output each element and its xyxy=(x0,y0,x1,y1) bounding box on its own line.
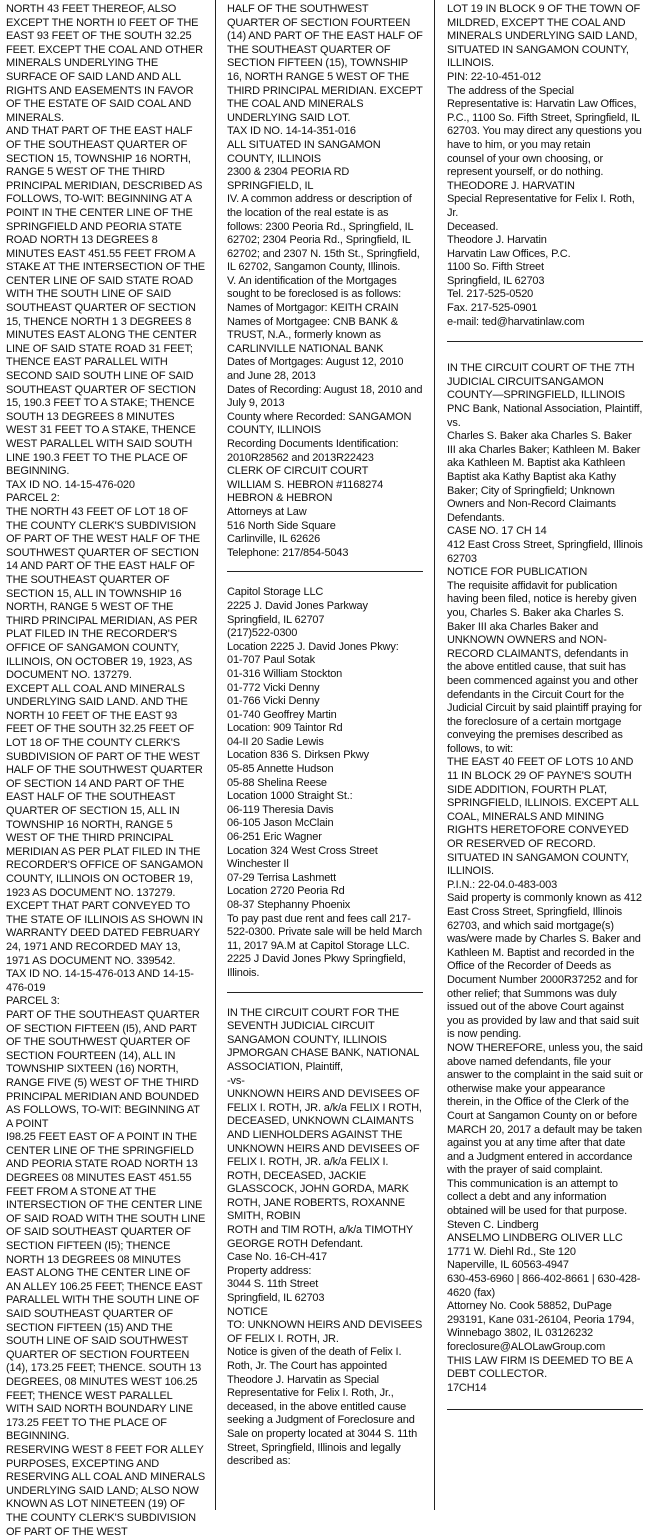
column-2 xyxy=(227,3,423,1469)
notice-line: Location: 909 Taintor Rd xyxy=(227,722,343,735)
notice-separator xyxy=(447,1409,643,1410)
column-3 xyxy=(447,3,643,1410)
paragraph: THE NORTH 43 FEET OF LOT 18 OF THE COUNTY CLERK'S SUBDIVISION OF PART OF THE WEST HALF OF THE SOUTHWEST QUARTER OF SECTION 14 AND PART OF THE EAST HALF OF THE SOUTHEAST QUARTER OF SECTION 15, ALL IN TOWNSHIP 16 NORTH, RANGE 5 WEST OF THE THIRD PRINCIPAL MERIDIAN, AS PER PLAT FILED IN THE RECORDER'S OFFICE OF SANGAMON COUNTY, ILLINOIS, ON OCTOBER 19, 1923, AS DOCUMENT NO. 137279. xyxy=(6,505,200,682)
notice-line: 06-251 Eric Wagner xyxy=(227,831,322,844)
notice-line: Location 1000 Straight St.: xyxy=(227,790,353,803)
notice-line: ALL SITUATED IN SANGAMON COUNTY, ILLINOIS xyxy=(227,138,381,165)
notice-line: JPMORGAN CHASE BANK, NATIONAL ASSOCIATION, Plaintiff, xyxy=(227,1047,419,1073)
notice-line: Capitol Storage LLC xyxy=(227,586,324,599)
notice-line: Springfield, IL 62703 xyxy=(227,1292,325,1305)
notice-line: Springfield, IL 62707 xyxy=(227,613,325,626)
notice-line: (217)522-0300 xyxy=(227,627,298,640)
notice-line: Notice is given of the death of Felix I. Roth, Jr. The Court has appointed Theodore J. Harvatin as Special Representative for Felix I. Roth, Jr., deceased, in the above entitled cause seeking a Judgment of Foreclosure and Sale on property located at 3044 S. 11th Street, Springfield, Illinois and legally described as: xyxy=(227,1346,418,1468)
notice-line: Telephone: 217/854-5043 xyxy=(227,546,349,559)
notice-line: 01-772 Vicki Denny xyxy=(227,681,320,694)
notice-line: Naperville, IL 60563-4947 xyxy=(447,1259,569,1272)
notice-line: IN THE CIRCUIT COURT OF THE 7TH JUDICIAL CIRCUITSANGAMON COUNTY—SPRINGFIELD, ILLINOIS xyxy=(447,362,635,402)
notice-line: CLERK OF CIRCUIT COURT xyxy=(227,465,369,478)
notice-line: To pay past due rent and fees call 217-522-0300. Private sale will be held March 11, 2017 9A.M at Capitol Storage LLC. 2225 J David Jones Pkwy Springfield, Illinois. xyxy=(227,912,423,979)
notice-line: Charles S. Baker aka Charles S. Baker III aka Charles Baker; Kathleen M. Baker aka Kathleen M. Baptist aka Kathleen Baptist aka Kathy Baptist aka Kathy Baker; City of Springfield; Unknown Owners and Non-Record Claimants Defendants. xyxy=(447,430,641,524)
notice-line: V. An identification of the Mortgages sought to be foreclosed is as follows: xyxy=(227,274,402,301)
notice-line: 01-740 Geoffrey Martin xyxy=(227,708,337,721)
column-divider-right xyxy=(434,0,435,1510)
notice-line: PIN: 22-10-451-012 xyxy=(447,70,541,83)
notice-line: 01-707 Paul Sotak xyxy=(227,654,315,667)
notice-line: TO: UNKNOWN HEIRS AND DEVISEES OF FELIX I. ROTH, JR. xyxy=(227,1319,423,1345)
notice-line: 1100 So. Fifth Street xyxy=(447,261,544,274)
notice-line: Springfield, IL 62703 xyxy=(447,274,545,287)
notice-line: HEBRON & HEBRON xyxy=(227,492,333,505)
notice-line: Attorneys at Law xyxy=(227,505,307,518)
column-divider-left xyxy=(215,0,216,1510)
notice-line: 17CH14 xyxy=(447,1381,487,1394)
notice-line: Dates of Mortgages: August 12, 2010 and June 28, 2013 xyxy=(227,356,404,383)
parcel-heading: PARCEL 3: xyxy=(6,995,60,1008)
notice-line: UNKNOWN HEIRS AND DEVISEES OF FELIX I. ROTH, JR. a/k/a FELIX I ROTH, DECEASED, UNKNOWN CLAIMANTS AND LIENHOLDERS AGAINST THE UNKNOWN HEIRS AND DEVISEES OF FELIX I. ROTH, JR. a/k/a FELIX I. ROTH, DECEASED, JACKIE GLASSCOCK, JOHN GORDA, MARK ROTH, JANE ROBERTS, ROXANNE SMITH, ROBIN xyxy=(227,1088,422,1223)
notice-line: 2225 J. David Jones Parkway xyxy=(227,599,368,612)
paragraph: WITH SAID NORTH BOUNDARY LINE 173.25 FEET TO THE PLACE OF BEGINNING. xyxy=(6,1403,193,1443)
notice-line: Names of Mortgagor: KEITH CRAIN xyxy=(227,302,399,315)
notice-line: 2300 & 2304 PEORIA RD SPRINGFIELD, IL xyxy=(227,166,350,192)
notice-line: This communication is an attempt to collect a debt and any information obtained will be used for that purpose. xyxy=(447,1177,628,1218)
notice-line: 06-119 Theresia Davis xyxy=(227,803,334,816)
notice-line: Names of Mortgagee: CNB BANK & TRUST, N.A., formerly known as CARLINVILLE NATIONAL BANK xyxy=(227,315,398,355)
notice-line: CASE NO. 17 CH 14 xyxy=(447,525,547,538)
parcel-heading: PARCEL 2: xyxy=(6,492,60,505)
notice-line: Deceased. xyxy=(447,220,499,233)
notice-line: 05-85 Annette Hudson xyxy=(227,763,334,776)
paragraph: AND THAT PART OF THE EAST HALF OF THE SOUTHEAST QUARTER OF SECTION 15, TOWNSHIP 16 NORTH, RANGE 5 WEST OF THE THIRD PRINCIPAL MERIDIAN, DESCRIBED AS FOLLOWS, TO-WIT: BEGINNING AT A POINT IN THE CENTER LINE OF THE SPRINGFIELD AND PEORIA STATE ROAD NORTH 13 DEGREES 8 MINUTES EAST 451.55 FEET FROM A STAKE AT THE INTERSECTION OF THE CENTER LINE OF SAID STATE ROAD WITH THE SOUTH LINE OF SAID SOUTHEAST QUARTER OF SECTION 15, THENCE NORTH 1 3 DEGREES 8 MINUTES EAST ALONG THE CENTER LINE OF SAID STATE ROAD 31 FEET; THENCE EAST PARALLEL WITH SECOND SAID SOUTH LINE OF SAID SOUTHEAST QUARTER OF SECTION 15, 190.3 FEET TO A STAKE; THENCE SOUTH 13 DEGREES 8 MINUTES WEST 31 FEET TO A STAKE, THENCE WEST PARALLEL WITH SAID SOUTH LINE 190.3 FEET TO THE PLACE OF BEGINNING. xyxy=(6,125,205,478)
notice-line: The address of the Special Representative is: Harvatin Law Offices, P.C., 1100 So. Fifth Street, Springfield, IL 62703. You may direct any questions you have to him, or you may retain xyxy=(447,84,642,151)
paragraph: NORTH 43 FEET THEREOF, ALSO EXCEPT THE NORTH I0 FEET OF THE EAST 93 FEET OF THE SOUTH 32.25 FEET. EXCEPT THE COAL AND OTHER MINERALS UNDERLYING THE SURFACE OF SAID LAND AND ALL RIGHTS AND EASEMENTS IN FAVOR OF THE ESTATE OF SAID COAL AND MINERALS. xyxy=(6,3,203,124)
email-line: foreclosure@ALOLawGroup.com xyxy=(447,1341,606,1353)
notice-line: Location 2225 J. David Jones Pkwy: xyxy=(227,640,399,653)
paragraph: EXCEPT THAT PART CONVEYED TO THE STATE OF ILLINOIS AS SHOWN IN WARRANTY DEED DATED FEBRUARY 24, 1971 AND RECORDED MAY 13, 1971 AS DOCUMENT NO. 339542. xyxy=(6,900,203,967)
foreclosure-notice-roth xyxy=(227,1007,423,1469)
notice-line: THE EAST 40 FEET OF LOTS 10 AND 11 IN BLOCK 29 OF PAYNE'S SOUTH SIDE ADDITION, FOURTH PLAT, SPRINGFIELD, ILLINOIS. EXCEPT ALL COAL, MINERALS AND MINING RIGHTS HERETOFORE CONVEYED OR RESERVED OF RECORD. SITUATED IN SANGAMON COUNTY, ILLINOIS. xyxy=(447,756,639,878)
notice-line: Tel. 217-525-0520 xyxy=(447,288,534,301)
legal-description-parcels xyxy=(6,3,206,1539)
notice-line: Said property is commonly known as 412 East Cross Street, Springfield, Illinois 62703, and which said mortgage(s) was/were made by Charles S. Baker and Kathleen M. Baptist and recorded in the Office of the Recorder of Deeds as Document Number 2000R37252 and for other relief; that Summons was duly issued out of the above Court against you as provided by law and that said suit is now pending. xyxy=(447,892,642,1041)
notice-line: counsel of your own choosing, or represent yourself, or do nothing. xyxy=(447,152,604,179)
notice-line: LOT 19 IN BLOCK 9 OF THE TOWN OF MILDRED, EXCEPT THE COAL AND MINERALS UNDERLYING SAID LAND, SITUATED IN SANGAMON COUNTY, ILLINOIS. xyxy=(447,3,641,70)
paragraph: PART OF THE SOUTHEAST QUARTER OF SECTION FIFTEEN (I5), AND PART OF THE SOUTHWEST QUARTER OF SECTION FOURTEEN (14), ALL IN TOWNSHIP SIXTEEN (16) NORTH, RANGE FIVE (5) WEST OF THE THIRD PRINCIPAL MERIDIAN AND BOUNDED AS FOLLOWS, TO-WIT: BEGINNING AT A POINT xyxy=(6,1008,200,1130)
notice-line: Carlinville, IL 62626 xyxy=(227,533,321,546)
notice-line: Location 324 West Cross Street Winchester Il xyxy=(227,844,378,871)
notice-line: PNC Bank, National Association, Plaintiff, xyxy=(447,403,643,416)
notice-line: WILLIAM S. HEBRON #1168274 xyxy=(227,478,384,491)
notice-line: ANSELMO LINDBERG OLIVER LLC xyxy=(447,1232,623,1245)
notice-line: Case No. 16-CH-417 xyxy=(227,1251,328,1264)
notice-line: IN THE CIRCUIT COURT FOR THE SEVENTH JUDICIAL CIRCUIT xyxy=(227,1006,400,1033)
notice-line: NOW THEREFORE, unless you, the said above named defendants, file your answer to the complaint in the said suit or otherwise make your appearance therein, in the Office of the Clerk of the Court at Sangamon County on or before MARCH 20, 2017 a default may be taken against you at any time after that date and a Judgment entered in accordance with the prayer of said complaint. xyxy=(447,1041,643,1177)
notice-line: Harvatin Law Offices, P.C. xyxy=(447,247,571,260)
foreclosure-notice-baker xyxy=(447,362,643,1395)
notice-line: NOTICE FOR PUBLICATION xyxy=(447,566,588,579)
notice-line: Property address: xyxy=(227,1264,312,1277)
notice-line: Steven C. Lindberg xyxy=(447,1218,539,1231)
notice-separator xyxy=(447,341,643,342)
notice-line: 07-29 Terrisa Lashmett xyxy=(227,871,336,884)
notice-line: ROTH and TIM ROTH, a/k/a TIMOTHY GEORGE ROTH Defendant. xyxy=(227,1224,413,1250)
notice-line: Recording Documents Identification: 2010R28562 and 2013R22423 xyxy=(227,438,399,464)
notice-line: THIS LAW FIRM IS DEEMED TO BE A DEBT COLLECTOR. xyxy=(447,1354,633,1381)
paragraph: RESERVING WEST 8 FEET FOR ALLEY PURPOSES, EXCEPTING AND RESERVING ALL COAL AND MINERALS UNDERLYING SAID LAND; ALSO NOW KNOWN AS LOT NINETEEN (19) OF THE COUNTY CLERK'S SUBDIVISION OF PART OF THE WEST xyxy=(6,1443,206,1538)
notice-separator xyxy=(227,992,423,993)
storage-sale-notice xyxy=(227,586,423,980)
foreclosure-notice-crain xyxy=(227,3,423,560)
tax-id: TAX ID NO. 14-15-476-020 xyxy=(6,478,135,491)
notice-line: Location 836 S. Dirksen Pkwy xyxy=(227,749,369,762)
paragraph: I98.25 FEET EAST OF A POINT IN THE CENTER LINE OF THE SPRINGFIELD AND PEORIA STATE ROAD NORTH 13 DEGREES 08 MINUTES EAST 451.55 FEET FROM A STONE AT THE INTERSECTION OF THE CENTER LINE OF SAID ROAD WITH THE SOUTH LINE OF SAID SOUTHEAST QUARTER OF SECTION FIFTEEN (I5); THENCE NORTH 13 DEGREES 08 MINUTES EAST ALONG THE CENTER LINE OF AN ALLEY 106.25 FEET; THENCE EAST PARALLEL WITH THE SOUTH LINE OF SAID SOUTHEAST QUARTER OF SECTION FIFTEEN (15) AND THE SOUTH LINE OF SAID SOUTHWEST QUARTER OF SECTION FOURTEEN (14), 173.25 FEET; THENCE. SOUTH 13 DEGREES, 08 MINUTES WEST 106.25 FEET; THENCE WEST PARALLEL xyxy=(6,1131,206,1402)
notice-line: Attorney No. Cook 58852, DuPage 293191, Kane 031-26104, Peoria 1794, Winnebago 3802, IL 03126232 xyxy=(447,1300,635,1340)
notice-line: Special Representative for Felix I. Roth, Jr. xyxy=(447,193,635,219)
notice-line: 06-105 Jason McClain xyxy=(227,817,334,830)
notice-line: TAX ID NO. 14-14-351-016 xyxy=(227,125,356,138)
column-1 xyxy=(6,3,206,1539)
tax-id: TAX ID NO. 14-15-476-013 AND 14-15-476-019 xyxy=(6,968,194,994)
notice-line: vs. xyxy=(447,416,461,429)
notice-line: THEODORE J. HARVATIN xyxy=(447,179,575,192)
notice-line: 05-88 Shelina Reese xyxy=(227,776,327,789)
notice-line: County where Recorded: SANGAMON COUNTY, ILLINOIS xyxy=(227,410,412,437)
notice-line: P.I.N.: 22-04.0-483-003 xyxy=(447,878,558,891)
notice-line: SANGAMON COUNTY, ILLINOIS xyxy=(227,1033,387,1046)
notice-line: The requisite affidavit for publication having been filed, notice is hereby given you, Charles S. Baker aka Charles S. Baker III aka Charles Baker and UNKNOWN OWNERS and NON-RECORD CLAIMANTS, defendants in the above entitled cause, that suit has been commenced against you and other defendants in the Circuit Court for the Judicial Circuit by said plaintiff praying for the foreclosure of a certain mortgage conveying the premises described as follows, to wit: xyxy=(447,579,642,755)
notice-line: Theodore J. Harvatin xyxy=(447,234,547,247)
notice-line: 04-II 20 Sadie Lewis xyxy=(227,735,324,748)
notice-line: Dates of Recording: August 18, 2010 and July 9, 2013 xyxy=(227,383,423,410)
notice-line: NOTICE xyxy=(227,1305,268,1318)
email-line: e-mail: ted@harvatinlaw.com xyxy=(447,315,585,328)
notice-line: 3044 S. 11th Street xyxy=(227,1278,319,1291)
notice-line: 412 East Cross Street, Springfield, Illinois 62703 xyxy=(447,538,643,565)
notice-line: IV. A common address or description of the location of the real estate is as follows: 2300 Peoria Rd., Springfield, IL 62702; 2304 Peoria Rd., Springfield, IL 62702; and 2307 N. 15th St., Springfield, IL 62702, Sangamon County, Illinois. xyxy=(227,193,420,274)
notice-separator xyxy=(227,571,423,572)
notice-line: 516 North Side Square xyxy=(227,519,336,532)
paragraph: EXCEPT ALL COAL AND MINERALS UNDERLYING SAID LAND. AND THE NORTH 10 FEET OF THE EAST 93 FEET OF THE SOUTH 32.25 FEET OF LOT 18 OF THE COUNTY CLERK'S SUBDIVISION OF PART OF THE WEST HALF OF THE SOUTHWEST QUARTER OF SECTION 14 AND PART OF THE EAST HALF OF THE SOUTHEAST QUARTER OF SECTION 15, ALL IN TOWNSHIP 16 NORTH, RANGE 5 WEST OF THE THIRD PRINCIPAL MERIDIAN AS PER PLAT FILED IN THE RECORDER'S OFFICE OF SANGAMON COUNTY, ILLINOIS ON OCTOBER 19, 1923 AS DOCUMENT NO. 137279. xyxy=(6,682,203,899)
notice-line: Location 2720 Peoria Rd xyxy=(227,885,345,898)
notice-line: 01-316 William Stockton xyxy=(227,667,343,680)
notice-line: -vs- xyxy=(227,1074,245,1087)
foreclosure-notice-roth-continued xyxy=(447,3,643,329)
notice-line: Fax. 217-525-0901 xyxy=(447,302,538,315)
notice-line: 630-453-6960 | 866-402-8661 | 630-428-4620 (fax) xyxy=(447,1273,641,1299)
notice-line: HALF OF THE SOUTHWEST QUARTER OF SECTION FOURTEEN (14) AND PART OF THE EAST HALF OF THE SOUTHEAST QUARTER OF SECTION FIFTEEN (15), TOWNSHIP 16, NORTH RANGE 5 WEST OF THE THIRD PRINCIPAL MERIDIAN. EXCEPT THE COAL AND MINERALS UNDERLYING SAID LOT. xyxy=(227,3,423,124)
notice-line: 08-37 Stephanny Phoenix xyxy=(227,899,351,911)
notice-line: 1771 W. Diehl Rd., Ste 120 xyxy=(447,1245,576,1258)
notice-line: 01-766 Vicki Denny xyxy=(227,695,320,708)
